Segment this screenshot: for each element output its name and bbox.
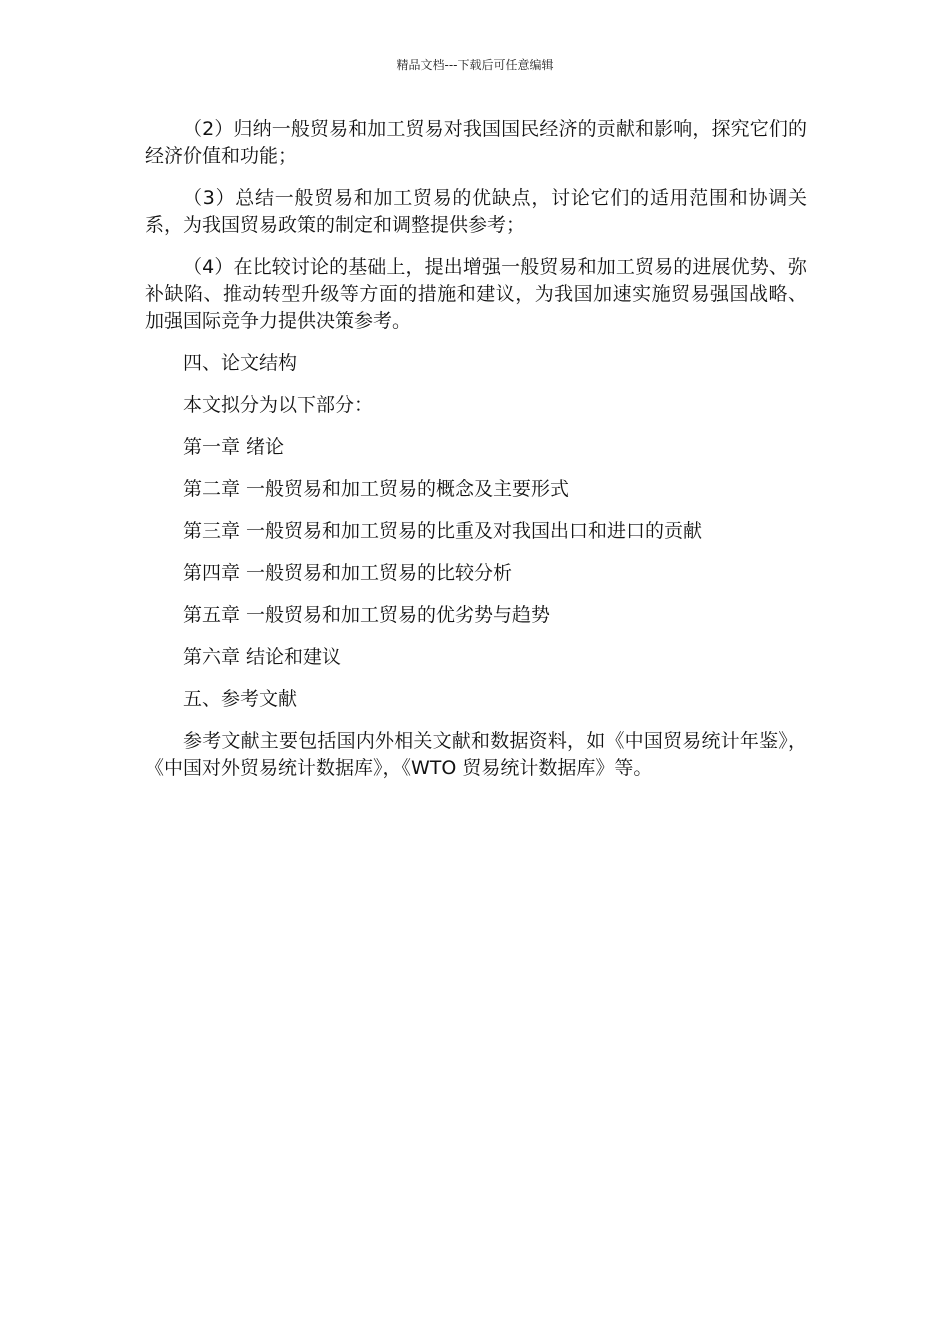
chapter-item-6: 第六章 结论和建议	[183, 646, 342, 668]
structure-intro: 本文拟分为以下部分：	[183, 394, 374, 416]
page-header: 精品文档---下载后可任意编辑	[396, 58, 554, 72]
chapter-item-4: 第四章 一般贸易和加工贸易的比较分析	[183, 562, 513, 584]
section-heading-structure: 四、论文结构	[183, 352, 298, 374]
section-heading-references: 五、参考文献	[183, 688, 298, 710]
chapter-item-5: 第五章 一般贸易和加工贸易的优劣势与趋势	[183, 604, 551, 626]
chapter-item-1: 第一章 绪论	[183, 436, 285, 458]
document-body	[145, 116, 807, 797]
chapter-item-3: 第三章 一般贸易和加工贸易的比重及对我国出口和进口的贡献	[183, 520, 703, 542]
objective-paragraph-3: （3）总结一般贸易和加工贸易的优缺点，讨论它们的适用范围和协调关系，为我国贸易政策的制定和调整提供参考；	[145, 187, 807, 236]
objective-paragraph-4: （4）在比较讨论的基础上，提出增强一般贸易和加工贸易的进展优势、弥补缺陷、推动转型升级等方面的措施和建议，为我国加速实施贸易强国战略、加强国际竞争力提供决策参考。	[145, 256, 807, 332]
objective-paragraph-2: （2）归纳一般贸易和加工贸易对我国国民经济的贡献和影响，探究它们的经济价值和功能；	[145, 118, 807, 167]
chapter-item-2: 第二章 一般贸易和加工贸易的概念及主要形式	[183, 478, 570, 500]
references-paragraph: 参考文献主要包括国内外相关文献和数据资料，如《中国贸易统计年鉴》，《中国对外贸易统计数据库》，《WTO 贸易统计数据库》等。	[145, 730, 807, 779]
